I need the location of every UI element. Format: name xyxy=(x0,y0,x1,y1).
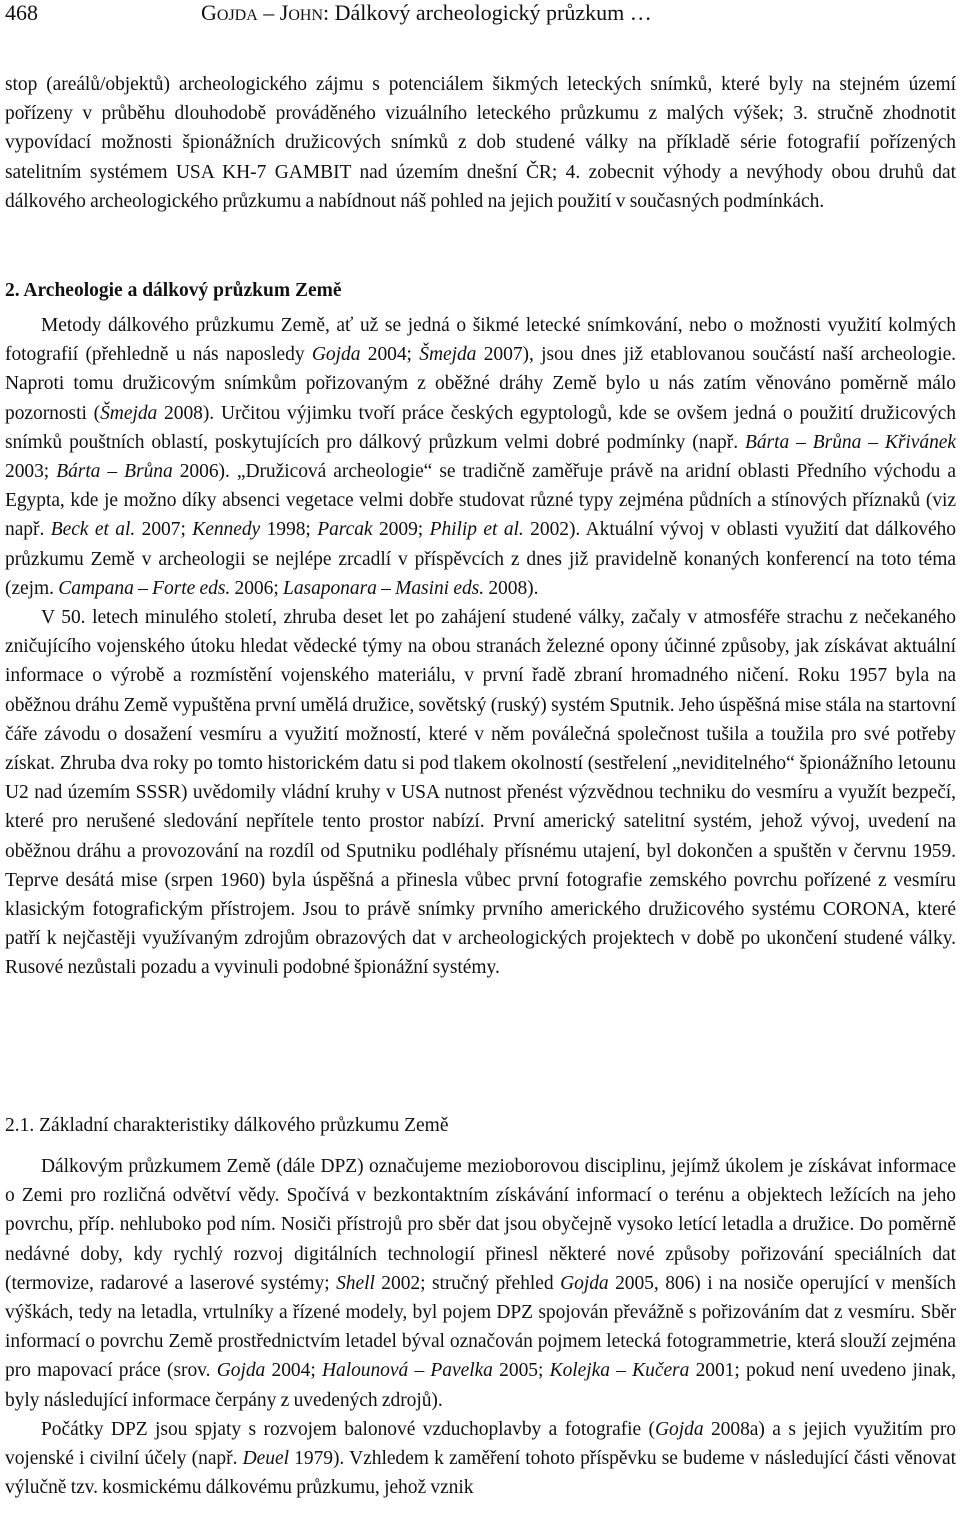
author1-initial: G xyxy=(201,0,217,25)
page-number: 468 xyxy=(5,0,38,25)
running-title xyxy=(201,0,652,25)
text-run: 2001; pokud není uvedeno jinak, byly následující informace čerpány z uvedených zdrojů). xyxy=(5,1360,957,1411)
section-2-1-paragraph-2 xyxy=(5,1415,956,1503)
author-dash: – xyxy=(263,0,275,25)
section-2-paragraph-1 xyxy=(5,311,956,603)
article-title: : Dálkový archeologický průzkum … xyxy=(323,0,652,25)
citation-author: Halounová – Pavelka xyxy=(321,1360,493,1382)
text-run: 2004; xyxy=(360,344,420,366)
citation-author: Parcak xyxy=(317,519,373,541)
text-run: 2002). Aktuální vývoj v oblasti využití dat dálkového průzkumu Země v archeologii se nejlépe zrcadlí v příspěvcích z dnes již pravidelně konaných konferencí na toto téma (zejm. xyxy=(5,519,956,599)
text-run: stop (areálů/objektů) archeologického zájmu s potenciálem šikmých leteckých snímků, které byly na stejném území pořízeny v průběhu dlouhodobě prováděného vizuálního leteckého průzkumu z malých výšek; 3. stručně zhodnotit vypovídací možnosti špionážních družicových snímků z dob studené války na příkladě série fotografií pořízených satelitním systémem USA KH-7 GAMBIT nad územím dnešní ČR; 4. zobecnit výhody a nevýhody obou druhů dat dálkového archeologického průzkumu a nabídnout náš pohled na jejich použití v současných podmínkách. xyxy=(5,74,956,212)
citation-author: Bárta – Brůna – Křivánek xyxy=(745,431,957,453)
text-run: 1979). Vzhledem k zaměření tohoto příspěvku se budeme v následující části věnovat výlučně tzv. kosmickému dálkovému průzkumu, jehož vznik xyxy=(5,1448,956,1499)
text-run: 2008). xyxy=(484,577,539,599)
text-run: 2002; stručný přehled xyxy=(374,1272,561,1294)
section-number: 2. xyxy=(5,280,20,301)
section-2-1-paragraph-1 xyxy=(5,1152,956,1415)
citation-author: Gojda xyxy=(560,1272,609,1294)
text-run: V 50. letech minulého století, zhruba deset let po zahájení studené války, začaly v atmosféře strachu z nečekaného zničujícího vojenského útoku hledat vědecké týmy na obou stranách železné opony účinné způsoby, jak získávat aktuální informace o výrobě a rozmístění vojenského materiálu, v první řadě zbraní hromadného ničení. Roku 1957 byla na oběžnou dráhu Země vypuštěna první umělá družice, sovětský (ruský) systém Sputnik. Jeho úspěšná mise stála na startovní čáře závodu o dosažení vesmíru a využití možností, které v něm poválečná společnost tušila a toužila pro své potřeby získat. Zhruba dva roky po tomto historickém datu si pod tlakem okolností (sestřelení „neviditelného“ špionážního letounu U2 nad územím SSSR) uvědomily vládní kruhy v USA nutnost přenést výzvědnou techniku do vesmíru a využít bezpečí, které pro nerušené sledování nepřítele tento prostor nabízí. První americký satelitní systém, jehož vývoj, uvedení na oběžnou dráhu a provozování na rozdíl od Sputniku podléhaly přísnému utajení, byl dokončen a spuštěn v červnu 1959. Teprve desátá mise (srpen 1960) byla úspěšná a přinesla vůbec první fotografie zemského povrchu pořízené z vesmíru klasickým fotografickým přístrojem. Jsou to právě snímky prvního amerického družicového systému CORONA, které patří k nejčastěji využívaným zdrojům obrazových dat v archeologických projektech v době po ukončení studené války. Rusové nezůstali pozadu a vyvinuli podobné špionážní systémy. xyxy=(5,607,956,979)
section-2-body xyxy=(5,311,956,1091)
citation-author: Beck et al. xyxy=(50,519,136,541)
citation-author: Deuel xyxy=(242,1448,289,1470)
running-header xyxy=(5,0,652,26)
author1-smallcaps: OJDA xyxy=(216,7,258,24)
section-2-paragraph-2 xyxy=(5,603,956,983)
citation-author: Gojda xyxy=(311,344,361,366)
subsection-heading: 2.1. Základní charakteristiky dálkového průzkumu Země xyxy=(5,1115,449,1136)
section-heading xyxy=(5,276,342,305)
author2-smallcaps: OHN xyxy=(288,7,324,24)
text-run: 2008). Určitou výjimku tvoří práce českých egyptologů, kde se ovšem jedná o použití družicových snímků pouštních oblastí, poskytujících pro dálkový průzkum velmi dobré podmínky (např. xyxy=(5,402,957,453)
citation-author: Kennedy xyxy=(192,519,261,541)
text-run: 2008a) a s jejich využitím pro vojenské i civilní účely (např. xyxy=(5,1418,957,1470)
text-run: 2006). „Družicová archeologie“ se tradičně zaměřuje právě na aridní oblasti Předního východu a Egypta, kde je možno díky absenci vegetace velmi dobře studovat různé typy zejména půdních a stínových příznaků (viz např. xyxy=(5,461,956,541)
intro-paragraph xyxy=(5,70,956,216)
text-run: Počátky DPZ jsou spjaty s rozvojem balonové vzduchoplavby a fotografie ( xyxy=(41,1418,656,1440)
text-run: 2007; xyxy=(135,519,193,541)
citation-author: Gojda xyxy=(655,1418,704,1440)
intro-block xyxy=(5,70,956,246)
section-2-1-body xyxy=(5,1152,956,1522)
citation-author: Bárta – Brůna xyxy=(56,461,173,483)
text-run: 2006; xyxy=(230,577,284,599)
citation-author: Shell xyxy=(336,1272,375,1294)
section-title: Archeologie a dálkový průzkum Země xyxy=(19,280,342,301)
citation-author: Kolejka – Kučera xyxy=(549,1360,690,1382)
text-run: 2005, 806) i na nosiče operující v menších výškách, tedy na letadla, vrtulníky a řízené modely, byl pojem DPZ spojován převážně s pořizováním dat z vesmíru. Sběr informací o povrchu Země prostřednictvím letadel býval označován pojmem letecká fotogrammetrie, která slouží zejména pro mapovací práce (srov. xyxy=(5,1272,956,1382)
author2-initial: J xyxy=(279,0,289,25)
citation-author: Šmejda xyxy=(100,402,158,424)
text-run: 2005; xyxy=(492,1360,550,1382)
text-run: 2007), jsou dnes již etablovanou součástí naší archeologie. Naproti tomu družicovým snímkům pořizovaným z oběžné dráhy Země bylo u nás zatím věnováno poměrně málo pozornosti ( xyxy=(5,344,956,424)
text-run: 2009; xyxy=(372,519,430,541)
citation-author: Campana – Forte eds. xyxy=(58,577,231,599)
citation-author: Šmejda xyxy=(419,344,477,366)
citation-author: Lasaponara – Masini eds. xyxy=(283,577,485,599)
text-run: 1998; xyxy=(260,519,318,541)
text-run: Dálkovým průzkumem Země (dále DPZ) označujeme mezioborovou disciplinu, jejímž úkolem je získávat informace o Zemi pro rozličná odvětví vědy. Spočívá v bezkontaktním získávání informací o terénu a objektech ležících na jeho povrchu, příp. nehluboko pod ním. Nosiči přístrojů pro sběr dat jsou obyčejně vysoko letící letadla a družice. Do poměrně nedávné doby, kdy rychlý rozvoj digitálních technologií přinesl některé nové způsoby pořizování speciálních dat (termovize, radarové a laserové systémy; xyxy=(5,1156,956,1294)
text-run: 2003; xyxy=(5,461,57,483)
text-run: Metody dálkového průzkumu Země, ať už se jedná o šikmé letecké snímkování, nebo o možnosti využití kolmých fotografií (přehledně u nás naposledy xyxy=(5,315,956,366)
citation-author: Philip et al. xyxy=(429,519,524,541)
citation-author: Gojda xyxy=(216,1360,266,1382)
text-run: 2004; xyxy=(265,1360,322,1382)
